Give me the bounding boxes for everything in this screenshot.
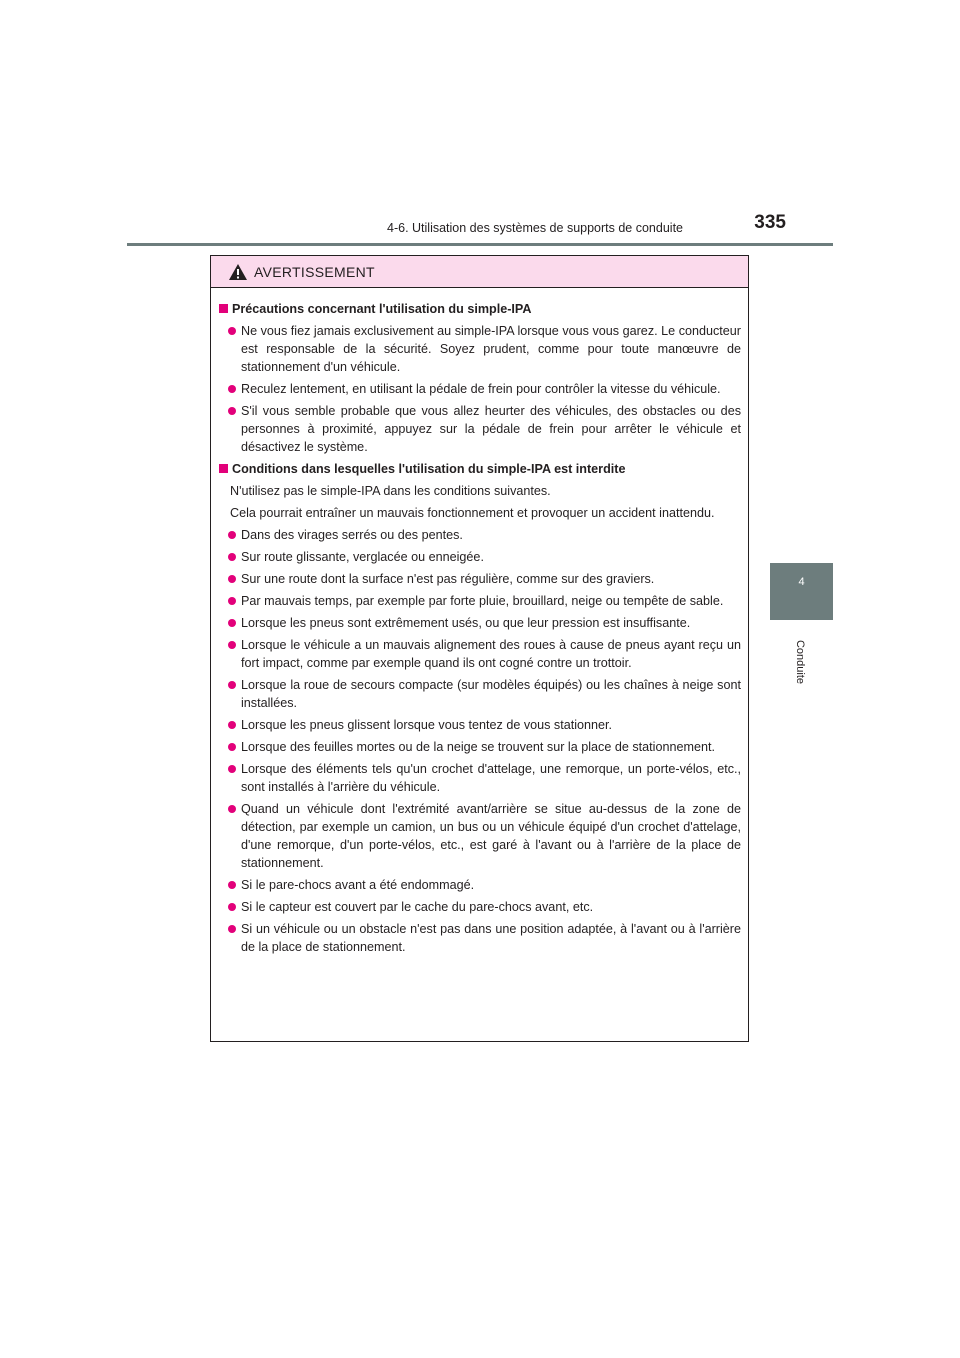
bullet-item: [219, 676, 741, 712]
bullet-text: Reculez lentement, en utilisant la pédale de frein pour contrôler la vitesse du véhicule.: [241, 382, 721, 396]
bullet-text: Lorsque la roue de secours compacte (sur modèles équipés) ou les chaînes à neige sont installées.: [241, 678, 741, 710]
bullet-item: [219, 380, 741, 398]
bullet-dot-icon: [228, 531, 236, 539]
bullet-item: [219, 548, 741, 566]
page-number: 335: [754, 212, 786, 233]
chapter-label: [778, 632, 822, 692]
chapter-tab[interactable]: [770, 563, 833, 620]
bullet-text: Si le capteur est couvert par le cache du pare-chocs avant, etc.: [241, 900, 594, 914]
warning-box: [210, 255, 749, 1042]
bullet-text: Quand un véhicule dont l'extrémité avant/arrière se situe au-dessus de la zone de détection, par exemple un camion, un bus ou un véhicule équipé d'un crochet d'attelage, d'une remorque, d'un porte-vélos, etc., est garé à l'avant ou à l'arrière de la place de stationnement.: [241, 802, 741, 870]
warning-content: [211, 288, 748, 956]
square-bullet-icon: [219, 464, 228, 473]
bullet-dot-icon: [228, 641, 236, 649]
section-paragraph: Cela pourrait entraîner un mauvais fonctionnement et provoquer un accident inattendu.: [230, 506, 715, 520]
bullet-text: Si un véhicule ou un obstacle n'est pas dans une position adaptée, à l'avant ou à l'arrière de la place de stationnement.: [241, 922, 741, 954]
bullet-dot-icon: [228, 407, 236, 415]
bullet-item: [219, 322, 741, 376]
bullet-dot-icon: [228, 597, 236, 605]
bullet-item: [219, 760, 741, 796]
bullet-text: Sur une route dont la surface n'est pas régulière, comme sur des graviers.: [241, 572, 655, 586]
section-heading-text: Conditions dans lesquelles l'utilisation du simple-IPA est interdite: [232, 462, 626, 476]
bullet-dot-icon: [228, 765, 236, 773]
bullet-text: Lorsque le véhicule a un mauvais alignement des roues à cause de pneus ayant reçu un fort impact, comme par exemple quand ils ont cogné contre un trottoir.: [241, 638, 741, 670]
bullet-item: [219, 800, 741, 872]
bullet-dot-icon: [228, 721, 236, 729]
chapter-label-text: Conduite: [794, 639, 806, 685]
bullet-dot-icon: [228, 385, 236, 393]
bullet-item: [219, 716, 741, 734]
bullet-text: S'il vous semble probable que vous allez heurter des véhicules, des obstacles ou des personnes à proximité, appuyez sur la pédale de frein pour arrêter le véhicule et désactivez le système.: [241, 404, 741, 454]
bullet-text: Sur route glissante, verglacée ou enneigée.: [241, 550, 484, 564]
bullet-item: [219, 738, 741, 756]
bullet-dot-icon: [228, 575, 236, 583]
warning-title: AVERTISSEMENT: [254, 263, 375, 280]
bullet-item: [219, 570, 741, 588]
section-heading-text: Précautions concernant l'utilisation du simple-IPA: [232, 302, 532, 316]
bullet-dot-icon: [228, 327, 236, 335]
bullet-text: Ne vous fiez jamais exclusivement au simple-IPA lorsque vous vous garez. Le conducteur est responsable de la sécurité. Soyez prudent, comme pour toute manœuvre de stationnement d'un véhicule.: [241, 324, 741, 374]
bullet-text: Dans des virages serrés ou des pentes.: [241, 528, 463, 542]
section-paragraph: N'utilisez pas le simple-IPA dans les conditions suivantes.: [230, 484, 551, 498]
bullet-text: Par mauvais temps, par exemple par forte pluie, brouillard, neige ou tempête de sable.: [241, 594, 724, 608]
bullet-dot-icon: [228, 553, 236, 561]
chapter-number: 4: [798, 576, 805, 588]
bullet-item: [219, 592, 741, 610]
bullet-text: Lorsque les pneus sont extrêmement usés, ou que leur pression est insuffisante.: [241, 616, 691, 630]
header-rule: [127, 243, 833, 246]
warning-triangle-icon: [228, 263, 248, 281]
bullet-dot-icon: [228, 903, 236, 911]
bullet-dot-icon: [228, 805, 236, 813]
section-title: 4-6. Utilisation des systèmes de supports de conduite: [387, 221, 683, 235]
bullet-item: [219, 526, 741, 544]
bullet-text: Lorsque les pneus glissent lorsque vous tentez de vous stationner.: [241, 718, 613, 732]
bullet-item: [219, 920, 741, 956]
bullet-text: Lorsque des éléments tels qu'un crochet d'attelage, une remorque, un porte-vélos, etc., sont installés à l'arrière du véhicule.: [241, 762, 741, 794]
warning-header: [211, 256, 748, 288]
bullet-item: [219, 636, 741, 672]
square-bullet-icon: [219, 304, 228, 313]
bullet-dot-icon: [228, 619, 236, 627]
bullet-dot-icon: [228, 681, 236, 689]
bullet-dot-icon: [228, 925, 236, 933]
bullet-item: [219, 614, 741, 632]
bullet-item: [219, 876, 741, 894]
bullet-text: Si le pare-chocs avant a été endommagé.: [241, 878, 475, 892]
bullet-text: Lorsque des feuilles mortes ou de la neige se trouvent sur la place de stationnement.: [241, 740, 715, 754]
bullet-item: [219, 898, 741, 916]
section-heading: [219, 460, 741, 478]
bullet-dot-icon: [228, 881, 236, 889]
bullet-item: [219, 402, 741, 456]
bullet-dot-icon: [228, 743, 236, 751]
section-heading: [219, 300, 741, 318]
